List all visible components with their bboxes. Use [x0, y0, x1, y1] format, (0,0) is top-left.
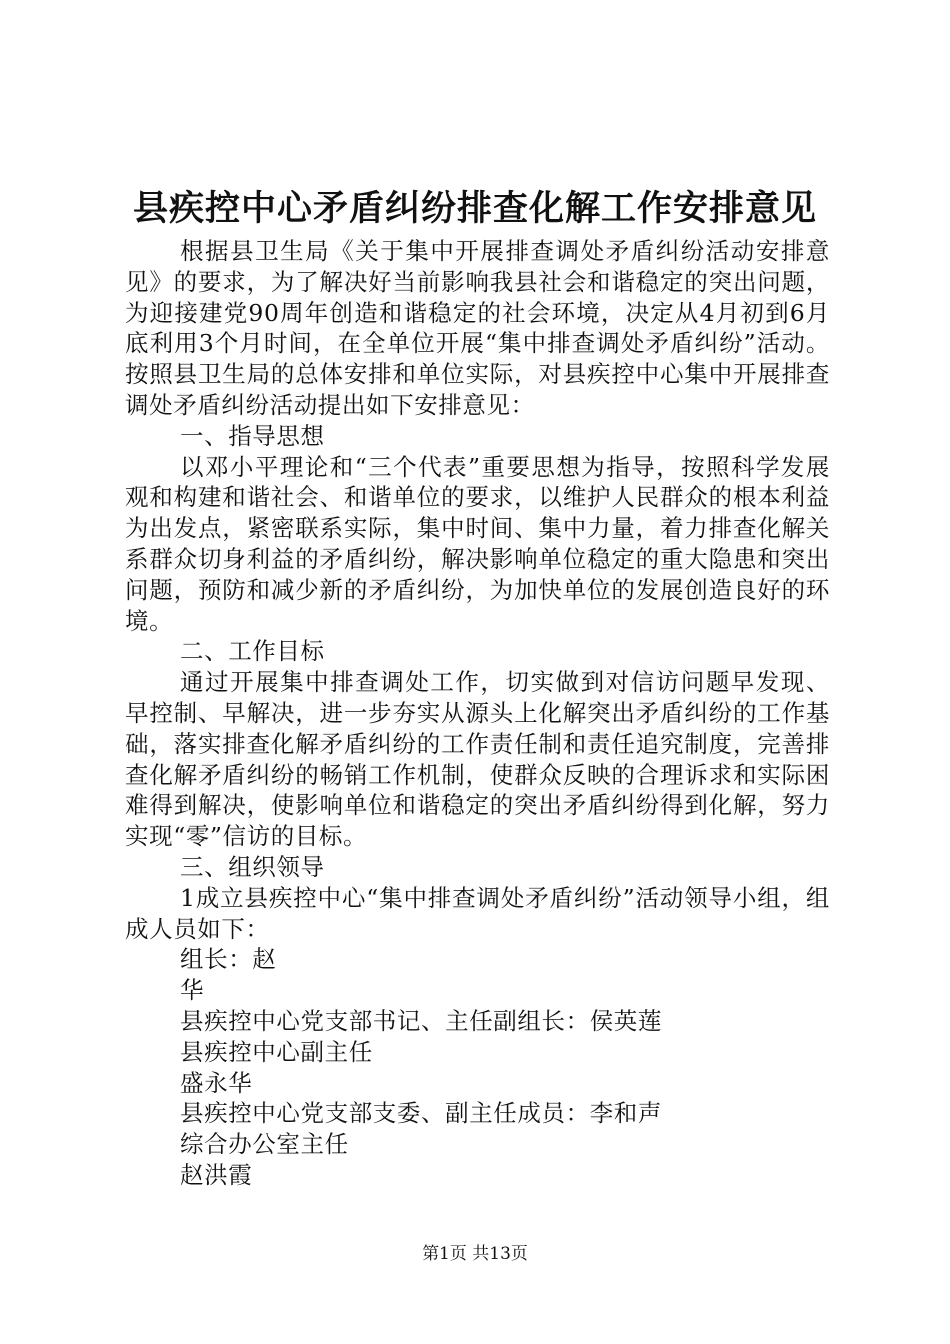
section-heading-guiding-ideology: 一、指导思想 [180, 421, 325, 450]
intro-paragraph: 根据县卫生局《关于集中开展排查调处矛盾纠纷活动安排意见》的要求，为了解决好当前影响我县社会和谐稳定的突出问题，为迎接建党90周年创造和谐稳定的社会环境，决定从4月初到6月底利用3个月时间，在全单位开展“集中排查调处矛盾纠纷”活动。按照县卫生局的总体安排和单位实际，对县疾控中心集中开展排查调处矛盾纠纷活动提出如下安排意见： [125, 237, 830, 419]
member-line: 县疾控中心党支部支委、副主任成员：李和声 [180, 1099, 662, 1128]
page-footer: 第1页 共13页 [422, 1244, 528, 1264]
guiding-ideology-paragraph: 以邓小平理论和“三个代表”重要思想为指导，按照科学发展观和构建和谐社会、和谐单位的要求，以维护人民群众的根本利益为出发点，紧密联系实际，集中时间、集中力量，着力排查化解关系群众切身利益的矛盾纠纷，解决影响单位稳定的重大隐患和突出问题，预防和减少新的矛盾纠纷，为加快单位的发展创造良好的环境。 [125, 452, 830, 635]
work-goals-paragraph: 通过开展集中排查调处工作，切实做到对信访问题早发现、早控制、早解决，进一步夯实从源头上化解突出矛盾纠纷的工作基础，落实排查化解矛盾纠纷的工作责任制和责任追究制度，完善排查化解矛盾纠纷的畅销工作机制，使群众反映的合理诉求和实际困难得到解决，使影响单位和谐稳定的突出矛盾纠纷得到化解，努力实现“零”信访的目标。 [125, 668, 830, 851]
member-line: 华 [180, 976, 205, 1005]
section-heading-work-goals: 二、工作目标 [180, 637, 325, 666]
document-body [125, 236, 830, 1191]
section-heading-organization: 三、组织领导 [180, 852, 325, 881]
member-line: 组长：赵 [180, 945, 277, 974]
member-line: 综合办公室主任 [180, 1130, 349, 1159]
member-line: 盛永华 [180, 1068, 253, 1097]
document-title: 县疾控中心矛盾纠纷排查化解工作安排意见 [132, 189, 817, 229]
organization-item-1: 1成立县疾控中心“集中排查调处矛盾纠纷”活动领导小组，组成人员如下： [125, 883, 830, 943]
member-line: 县疾控中心副主任 [180, 1037, 373, 1066]
member-line: 县疾控中心党支部书记、主任副组长：侯英莲 [180, 1006, 662, 1035]
member-line: 赵洪霞 [180, 1160, 253, 1189]
